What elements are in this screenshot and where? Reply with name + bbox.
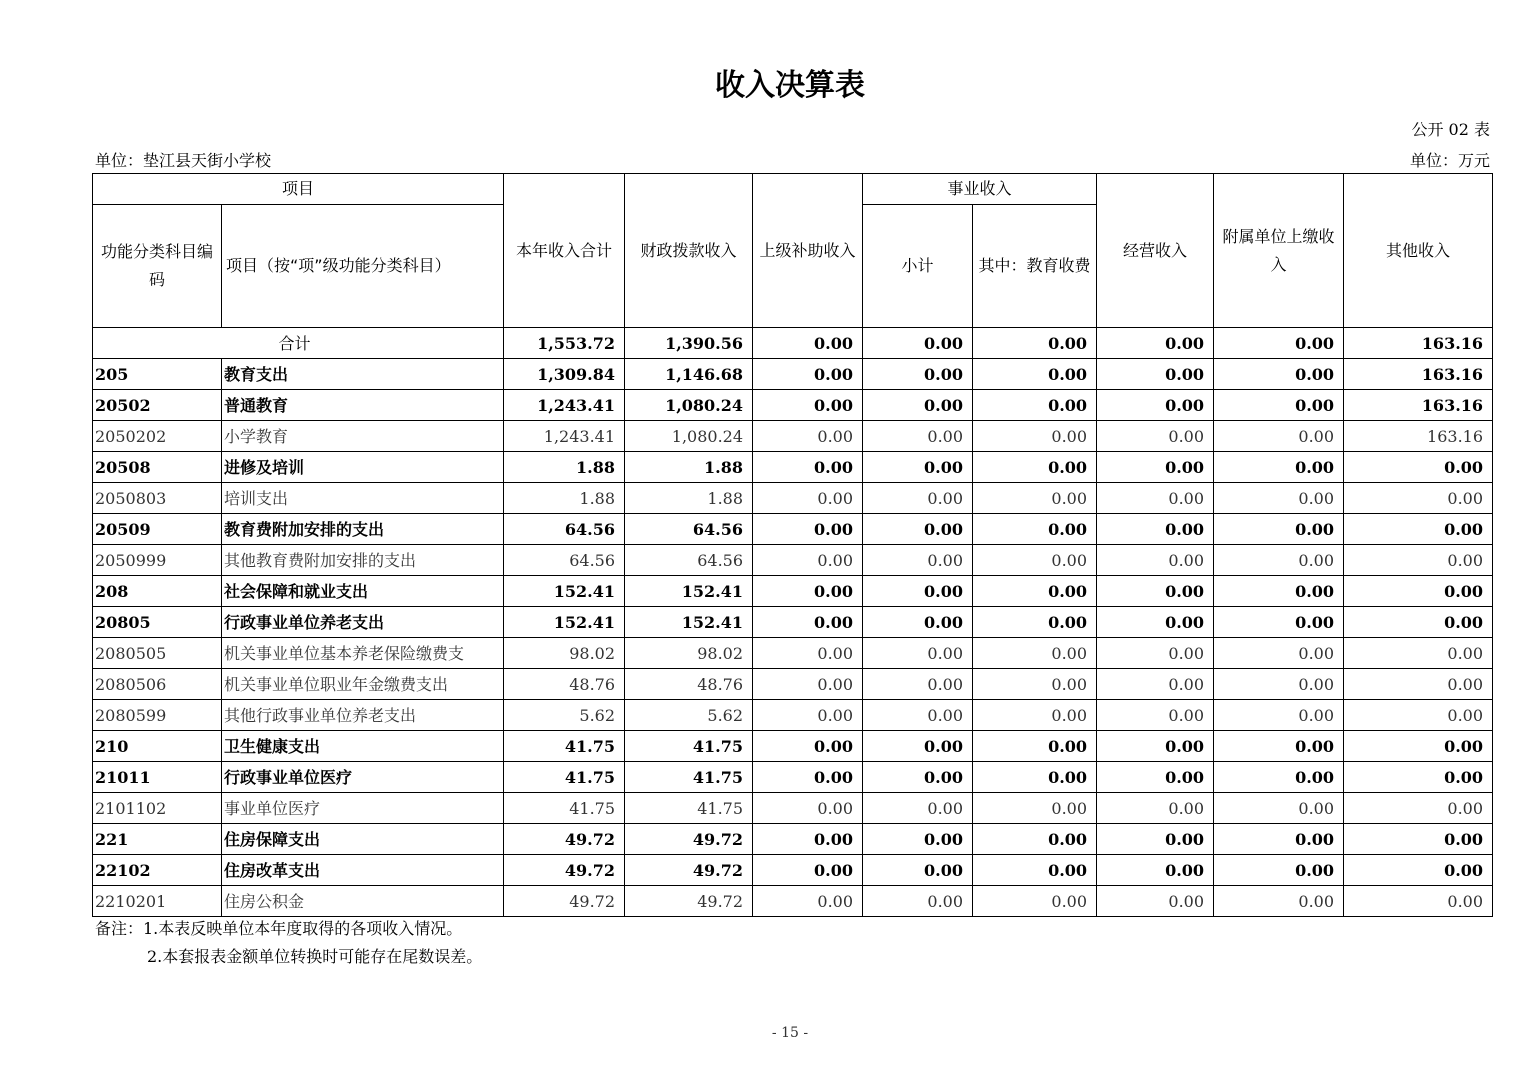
row-value: 0.00: [753, 483, 863, 514]
row-value: 0.00: [1344, 700, 1493, 731]
row-value: 48.76: [625, 669, 753, 700]
header-total: 本年收入合计: [504, 174, 625, 328]
header-affiliate: 附属单位上缴收入: [1214, 174, 1344, 328]
row-value: 98.02: [504, 638, 625, 669]
row-value: 0.00: [1214, 421, 1344, 452]
row-value: 0.00: [973, 762, 1097, 793]
row-value: 0.00: [863, 514, 973, 545]
row-value: 1.88: [625, 483, 753, 514]
row-name: 普通教育: [222, 390, 504, 421]
row-value: 0.00: [1214, 638, 1344, 669]
row-code: 20805: [93, 607, 222, 638]
row-value: 0.00: [753, 576, 863, 607]
row-value: 0.00: [863, 421, 973, 452]
row-name: 住房公积金: [222, 886, 504, 917]
table-row: [93, 483, 1493, 514]
row-value: 1.88: [504, 483, 625, 514]
row-name: 小学教育: [222, 421, 504, 452]
table-row: [93, 731, 1493, 762]
row-name: 教育费附加安排的支出: [222, 514, 504, 545]
row-code: 2080506: [93, 669, 222, 700]
row-value: 0.00: [1214, 483, 1344, 514]
row-value: 0.00: [973, 607, 1097, 638]
row-value: 0.00: [863, 576, 973, 607]
total-cell: 1,390.56: [625, 328, 753, 359]
row-value: 0.00: [1344, 824, 1493, 855]
row-value: 0.00: [1214, 793, 1344, 824]
row-value: 49.72: [625, 855, 753, 886]
row-value: 152.41: [625, 576, 753, 607]
row-value: 0.00: [1344, 514, 1493, 545]
row-value: 64.56: [625, 514, 753, 545]
row-value: 0.00: [1214, 607, 1344, 638]
table-row: [93, 359, 1493, 390]
row-value: 41.75: [504, 793, 625, 824]
row-name: 住房改革支出: [222, 855, 504, 886]
row-value: 0.00: [1097, 886, 1214, 917]
row-value: 0.00: [1344, 576, 1493, 607]
row-value: 0.00: [1097, 390, 1214, 421]
income-table: [92, 173, 1493, 917]
header-project: 项目: [93, 174, 504, 205]
row-value: 0.00: [973, 886, 1097, 917]
row-code: 2050202: [93, 421, 222, 452]
row-value: 0.00: [973, 359, 1097, 390]
total-row: [93, 328, 1493, 359]
row-code: 2080599: [93, 700, 222, 731]
row-value: 0.00: [1344, 793, 1493, 824]
row-value: 0.00: [863, 452, 973, 483]
row-value: 152.41: [625, 607, 753, 638]
row-name: 机关事业单位职业年金缴费支出: [222, 669, 504, 700]
row-value: 0.00: [1344, 762, 1493, 793]
reporting-unit: 单位：垫江县天街小学校: [95, 151, 272, 170]
table-row: [93, 669, 1493, 700]
total-cell: 1,553.72: [504, 328, 625, 359]
row-value: 0.00: [973, 390, 1097, 421]
row-value: 0.00: [1214, 731, 1344, 762]
row-name: 社会保障和就业支出: [222, 576, 504, 607]
row-value: 1,080.24: [625, 390, 753, 421]
row-value: 0.00: [973, 421, 1097, 452]
row-value: 0.00: [753, 452, 863, 483]
row-name: 培训支出: [222, 483, 504, 514]
row-value: 0.00: [973, 638, 1097, 669]
row-value: 163.16: [1344, 359, 1493, 390]
row-value: 0.00: [753, 855, 863, 886]
header-business: 事业收入: [863, 174, 1097, 205]
row-value: 152.41: [504, 607, 625, 638]
header-subsidy: 上级补助收入: [753, 174, 863, 328]
row-code: 20509: [93, 514, 222, 545]
row-value: 0.00: [1214, 824, 1344, 855]
row-value: 41.75: [504, 762, 625, 793]
row-value: 64.56: [504, 514, 625, 545]
row-value: 0.00: [1097, 421, 1214, 452]
row-value: 1,243.41: [504, 421, 625, 452]
row-value: 0.00: [1097, 638, 1214, 669]
row-value: 41.75: [625, 793, 753, 824]
header-name: 项目（按“项”级功能分类科目）: [222, 205, 504, 328]
row-value: 0.00: [753, 824, 863, 855]
note-line-2: 2.本套报表金额单位转换时可能存在尾数误差。: [147, 947, 483, 966]
header-subtotal: 小计: [863, 205, 973, 328]
row-value: 0.00: [1097, 452, 1214, 483]
header-edu-fee: 其中：教育收费: [973, 205, 1097, 328]
table-row: [93, 762, 1493, 793]
row-code: 205: [93, 359, 222, 390]
row-code: 20502: [93, 390, 222, 421]
row-name: 行政事业单位医疗: [222, 762, 504, 793]
row-value: 0.00: [753, 669, 863, 700]
row-code: 2210201: [93, 886, 222, 917]
row-code: 208: [93, 576, 222, 607]
row-value: 0.00: [973, 669, 1097, 700]
table-row: [93, 638, 1493, 669]
row-name: 进修及培训: [222, 452, 504, 483]
row-code: 2050999: [93, 545, 222, 576]
row-value: 0.00: [1214, 390, 1344, 421]
row-name: 事业单位医疗: [222, 793, 504, 824]
row-value: 0.00: [973, 483, 1097, 514]
row-value: 152.41: [504, 576, 625, 607]
row-value: 0.00: [1214, 514, 1344, 545]
row-value: 49.72: [625, 824, 753, 855]
row-value: 0.00: [863, 638, 973, 669]
row-value: 0.00: [973, 514, 1097, 545]
row-name: 其他教育费附加安排的支出: [222, 545, 504, 576]
table-row: [93, 607, 1493, 638]
row-code: 20508: [93, 452, 222, 483]
row-value: 0.00: [1344, 638, 1493, 669]
row-value: 0.00: [753, 390, 863, 421]
row-value: 0.00: [973, 731, 1097, 762]
table-row: [93, 700, 1493, 731]
row-value: 0.00: [973, 793, 1097, 824]
row-value: 0.00: [973, 700, 1097, 731]
page-title: 收入决算表: [715, 68, 865, 103]
table-row: [93, 452, 1493, 483]
row-value: 0.00: [1214, 545, 1344, 576]
row-value: 0.00: [1214, 452, 1344, 483]
row-value: 0.00: [973, 452, 1097, 483]
row-value: 5.62: [625, 700, 753, 731]
row-value: 0.00: [1214, 855, 1344, 886]
row-value: 0.00: [1097, 824, 1214, 855]
row-value: 0.00: [863, 700, 973, 731]
row-value: 0.00: [753, 731, 863, 762]
row-value: 0.00: [973, 855, 1097, 886]
row-value: 1.88: [504, 452, 625, 483]
currency-unit: 单位：万元: [1409, 151, 1490, 170]
row-code: 21011: [93, 762, 222, 793]
row-value: 0.00: [1344, 855, 1493, 886]
row-value: 0.00: [1097, 793, 1214, 824]
row-value: 163.16: [1344, 390, 1493, 421]
table-row: [93, 390, 1493, 421]
row-value: 0.00: [753, 793, 863, 824]
row-value: 0.00: [973, 576, 1097, 607]
row-code: 22102: [93, 855, 222, 886]
row-value: 0.00: [753, 700, 863, 731]
header-fiscal: 财政拨款收入: [625, 174, 753, 328]
page-number: - 15 -: [771, 1025, 809, 1041]
row-name: 教育支出: [222, 359, 504, 390]
row-value: 1,080.24: [625, 421, 753, 452]
row-value: 49.72: [504, 886, 625, 917]
row-value: 0.00: [1214, 669, 1344, 700]
row-value: 0.00: [1344, 483, 1493, 514]
row-value: 0.00: [1097, 669, 1214, 700]
row-value: 0.00: [753, 607, 863, 638]
row-value: 0.00: [1097, 731, 1214, 762]
table-row: [93, 421, 1493, 452]
row-value: 41.75: [625, 731, 753, 762]
row-value: 0.00: [1097, 514, 1214, 545]
row-value: 0.00: [863, 359, 973, 390]
row-value: 41.75: [504, 731, 625, 762]
table-row: [93, 545, 1493, 576]
header-code: 功能分类科目编码: [93, 205, 222, 328]
row-name: 机关事业单位基本养老保险缴费支: [222, 638, 504, 669]
row-value: 0.00: [1344, 452, 1493, 483]
row-code: 2101102: [93, 793, 222, 824]
row-value: 163.16: [1344, 421, 1493, 452]
notes: [95, 915, 482, 971]
row-value: 0.00: [1214, 359, 1344, 390]
row-value: 0.00: [863, 855, 973, 886]
table-row: [93, 514, 1493, 545]
note-line-1: 备注：1.本表反映单位本年度取得的各项收入情况。: [95, 919, 463, 938]
row-value: 49.72: [504, 824, 625, 855]
row-value: 1,309.84: [504, 359, 625, 390]
row-value: 0.00: [753, 514, 863, 545]
header-other: 其他收入: [1344, 174, 1493, 328]
row-value: 0.00: [753, 545, 863, 576]
row-value: 0.00: [863, 793, 973, 824]
row-value: 0.00: [753, 638, 863, 669]
row-value: 0.00: [863, 731, 973, 762]
row-value: 0.00: [1097, 855, 1214, 886]
table-row: [93, 855, 1493, 886]
row-value: 0.00: [863, 483, 973, 514]
total-cell: 0.00: [973, 328, 1097, 359]
row-value: 48.76: [504, 669, 625, 700]
total-cell: 0.00: [1097, 328, 1214, 359]
row-value: 0.00: [1214, 762, 1344, 793]
row-value: 0.00: [753, 762, 863, 793]
row-value: 0.00: [1097, 483, 1214, 514]
row-name: 住房保障支出: [222, 824, 504, 855]
table-row: [93, 886, 1493, 917]
row-value: 1.88: [625, 452, 753, 483]
row-name: 其他行政事业单位养老支出: [222, 700, 504, 731]
row-value: 0.00: [863, 762, 973, 793]
row-value: 64.56: [625, 545, 753, 576]
row-value: 0.00: [863, 545, 973, 576]
row-value: 1,243.41: [504, 390, 625, 421]
row-value: 0.00: [1097, 545, 1214, 576]
row-value: 0.00: [973, 545, 1097, 576]
row-value: 64.56: [504, 545, 625, 576]
row-value: 41.75: [625, 762, 753, 793]
table-row: [93, 793, 1493, 824]
row-value: 0.00: [973, 824, 1097, 855]
row-value: 0.00: [863, 824, 973, 855]
row-value: 0.00: [1097, 762, 1214, 793]
total-cell: 0.00: [753, 328, 863, 359]
row-value: 0.00: [1344, 731, 1493, 762]
header-operation: 经营收入: [1097, 174, 1214, 328]
row-value: 0.00: [1344, 886, 1493, 917]
row-value: 0.00: [1097, 607, 1214, 638]
row-value: 0.00: [1344, 669, 1493, 700]
row-value: 0.00: [1214, 886, 1344, 917]
total-cell: 0.00: [863, 328, 973, 359]
row-value: 0.00: [1097, 700, 1214, 731]
total-label: 合计: [93, 328, 504, 359]
row-value: 49.72: [504, 855, 625, 886]
row-value: 0.00: [753, 421, 863, 452]
table-row: [93, 824, 1493, 855]
row-code: 2080505: [93, 638, 222, 669]
row-value: 5.62: [504, 700, 625, 731]
form-number: 公开 02 表: [1411, 120, 1490, 139]
row-value: 0.00: [863, 886, 973, 917]
row-name: 行政事业单位养老支出: [222, 607, 504, 638]
row-value: 98.02: [625, 638, 753, 669]
table-row: [93, 576, 1493, 607]
row-code: 2050803: [93, 483, 222, 514]
row-value: 0.00: [863, 669, 973, 700]
row-code: 221: [93, 824, 222, 855]
total-cell: 163.16: [1344, 328, 1493, 359]
row-value: 0.00: [753, 359, 863, 390]
row-name: 卫生健康支出: [222, 731, 504, 762]
row-value: 0.00: [863, 607, 973, 638]
row-value: 0.00: [1097, 359, 1214, 390]
row-value: 0.00: [863, 390, 973, 421]
row-value: 1,146.68: [625, 359, 753, 390]
row-value: 0.00: [1344, 607, 1493, 638]
total-cell: 0.00: [1214, 328, 1344, 359]
row-code: 210: [93, 731, 222, 762]
row-value: 0.00: [1344, 545, 1493, 576]
row-value: 0.00: [1214, 576, 1344, 607]
row-value: 49.72: [625, 886, 753, 917]
row-value: 0.00: [1214, 700, 1344, 731]
row-value: 0.00: [1097, 576, 1214, 607]
row-value: 0.00: [753, 886, 863, 917]
